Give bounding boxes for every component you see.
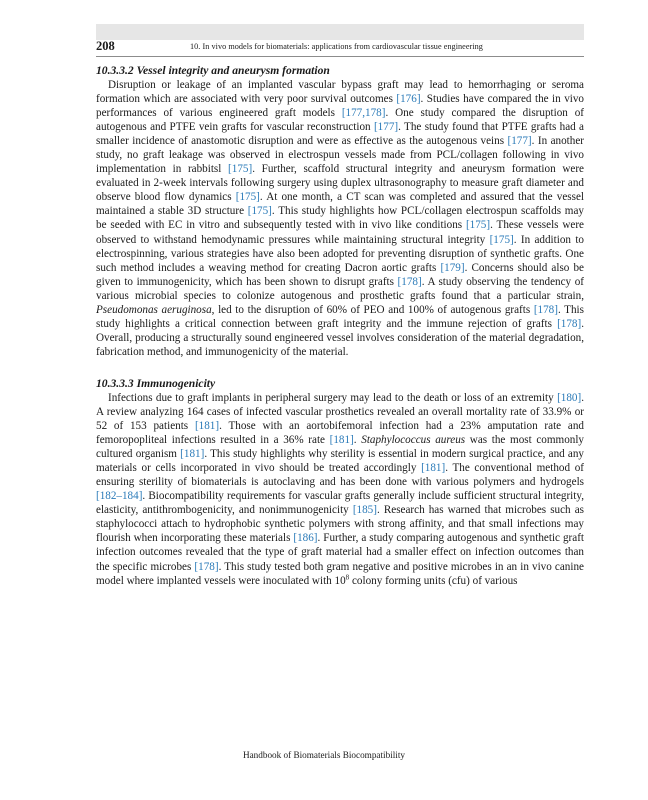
citation[interactable]: [182–184] <box>96 490 143 503</box>
citation[interactable]: [178] <box>557 317 582 330</box>
species-name: Staphylococcus aureus <box>361 434 466 447</box>
section-title-vessel-integrity: 10.3.3.2 Vessel integrity and aneurysm formation <box>96 64 330 77</box>
citation[interactable]: [180] <box>557 391 582 404</box>
citation[interactable]: [175] <box>465 219 491 232</box>
citation[interactable]: [175] <box>235 191 260 204</box>
citation[interactable]: [185] <box>352 504 377 517</box>
citation[interactable]: [177] <box>373 121 399 134</box>
running-head: 10. In vivo models for biomaterials: applications from cardiovascular tissue engineering <box>190 42 483 51</box>
citation[interactable]: [186] <box>293 532 318 545</box>
citation[interactable]: [178] <box>533 303 558 316</box>
citation[interactable]: [181] <box>421 462 446 475</box>
page-body <box>96 64 584 588</box>
page-number: 208 <box>96 39 115 53</box>
paragraph-vessel-integrity: Disruption or leakage of an implanted vascular bypass graft may lead to hemorrhaging or seroma formation which are associated with very poor survival outcomes [176]. Studies have compared the in vivo performances of various engineered graft models [177,178]. One study compared the disruption of autogenous and PTFE vein grafts for vascular reconstruction [177]. The study found that PTFE grafts had a smaller incidence of anastomotic disruption and were as effective as the autogenous veins [177]. In another study, no graft leakage was observed in electrospun vessels made from PCL/collagen following in vivo implementation in rabbitsl [175]. Further, scaffold structural integrity and aneurysm formation were evaluated in 2-week intervals following surgery using duplex ultrasonography to measure graft diameter and observe blood flow dynamics [175]. At one month, a CT scan was completed and assured that the vessel maintained a stable 3D structure [175]. This study highlights how PCL/collagen electrospun scaffolds may be seeded with EC in vitro and subsequently tested with in vivo like conditions [175]. These vessels were observed to withstand hemodynamic pressures while maintaining structural integrity [175]. In addition to electrospinning, various strategies have also been adopted for preventing disruption of synthetic grafts. One such method includes a weaving method for creating Dacron aortic grafts [179]. Concerns should also be given to immunogenicity, which has been shown to disrupt grafts [178]. A study observing the tendency of various microbial species to colonize autogenous and prosthetic grafts found that a particular strain, Pseudomonas aeruginosa, led to the disruption of 60% of PEO and 100% of autogenous grafts [178]. This study highlights a critical connection between graft integrity and the immune rejection of grafts [178]. Overall, producing a structurally sound engineered vessel involves consideration of the material degradation, fabrication method, and immunogenicity of the material. <box>96 79 585 358</box>
citation[interactable]: [175] <box>247 205 272 218</box>
citation[interactable]: [178] <box>397 275 422 288</box>
header-bar <box>96 24 584 40</box>
citation[interactable]: [181] <box>329 434 354 447</box>
footer-book-title: Handbook of Biomaterials Biocompatibility <box>242 750 406 760</box>
citation[interactable]: [177,178] <box>341 107 386 120</box>
species-name: Pseudomonas aeruginosa <box>96 303 212 316</box>
citation[interactable]: [175] <box>228 163 253 176</box>
header-rule <box>96 56 584 57</box>
citation[interactable]: [175] <box>489 233 514 246</box>
section-title-immunogenicity: 10.3.3.3 Immunogenicity <box>96 376 216 390</box>
citation[interactable]: [176] <box>396 93 421 106</box>
citation[interactable]: [177] <box>507 135 532 148</box>
citation[interactable]: [179] <box>440 261 465 274</box>
citation[interactable]: [178] <box>194 560 219 573</box>
paragraph-immunogenicity: Infections due to graft implants in peripheral surgery may lead to the death or loss of an extremity [180]. A review analyzing 164 cases of infected vascular prosthetics revealed an overall mortality rate of 33.9% or 52 of 153 patients [181]. Those with an aortobifemoral infection had a 23% amputation rate and femoropopliteal infections resulted in a 36% rate [181]. Staphylococcus aureus was the most commonly cultured organism [181]. This study highlights why sterility is essential in modern surgical practice, and any materials or cells incorporated in vivo should be treated accordingly [181]. The conventional method of ensuring sterility of biomaterials is autoclaving and has been done with various polymers and hydrogels [182–184]. Biocompatibility requirements for vascular grafts generally include sufficient structural integrity, elasticity, antithrombogenicity, and nonimmunogenicity [185]. Research has warned that microbes such as staphylococci attach to hydrophobic synthetic polymers with strong affinity, and that small infections may flourish when incorporating these materials [186]. Further, a study comparing autogenous and synthetic graft infection outcomes revealed that the type of graft material had a smaller effect on infection outcomes than the specific microbes [178]. This study tested both gram negative and positive microbes in an in vivo canine model where implanted vessels were inoculated with $10^8$ colony forming units (cfu) of various <box>96 391 584 587</box>
citation[interactable]: [181] <box>194 420 220 433</box>
citation[interactable]: [181] <box>180 448 205 461</box>
